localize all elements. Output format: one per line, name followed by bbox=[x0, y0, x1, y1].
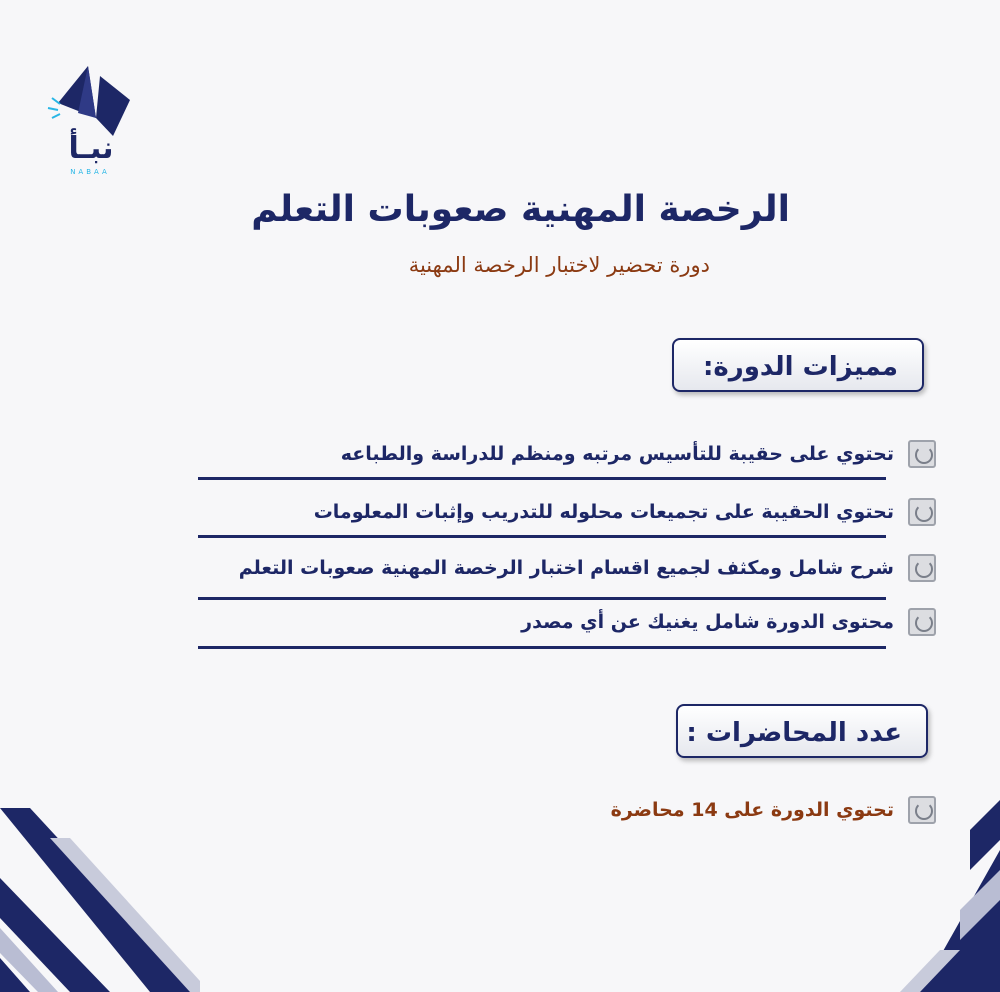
features-heading: مميزات الدورة: bbox=[672, 338, 924, 392]
feature-item bbox=[196, 432, 936, 476]
feature-text: تحتوي الحقيبة على تجميعات محلوله للتدريب وإثبات المعلومات bbox=[313, 501, 894, 523]
logo-text: نبـأ bbox=[68, 131, 114, 166]
butterfly-book-icon bbox=[38, 58, 148, 138]
feature-text: تحتوي على حقيبة للتأسيس مرتبه ومنظم للدراسة والطباعه bbox=[340, 443, 894, 465]
page-subtitle: دورة تحضير لاختبار الرخصة المهنية bbox=[408, 253, 710, 277]
feature-text: محتوى الدورة شامل يغنيك عن أي مصدر bbox=[521, 611, 894, 633]
checkbox-icon bbox=[908, 608, 936, 636]
divider bbox=[198, 477, 886, 480]
feature-item bbox=[196, 546, 936, 590]
divider bbox=[198, 646, 886, 649]
logo-subtext: NABAA bbox=[70, 168, 110, 176]
lectures-heading: عدد المحاضرات : bbox=[676, 704, 928, 758]
page-title: الرخصة المهنية صعوبات التعلم bbox=[251, 189, 790, 230]
checkbox-icon bbox=[908, 554, 936, 582]
checkbox-icon bbox=[908, 498, 936, 526]
lectures-text: تحتوي الدورة على 14 محاضرة bbox=[610, 799, 894, 821]
checkbox-icon bbox=[908, 440, 936, 468]
nabaa-logo bbox=[38, 58, 148, 188]
feature-item bbox=[196, 490, 936, 534]
bottom-right-stripes bbox=[900, 800, 1000, 992]
divider bbox=[198, 535, 886, 538]
feature-item bbox=[196, 600, 936, 644]
bottom-left-stripes bbox=[0, 808, 200, 992]
feature-text: شرح شامل ومكثف لجميع اقسام اختبار الرخصة المهنية صعوبات التعلم bbox=[238, 557, 894, 579]
lectures-item bbox=[196, 788, 936, 832]
